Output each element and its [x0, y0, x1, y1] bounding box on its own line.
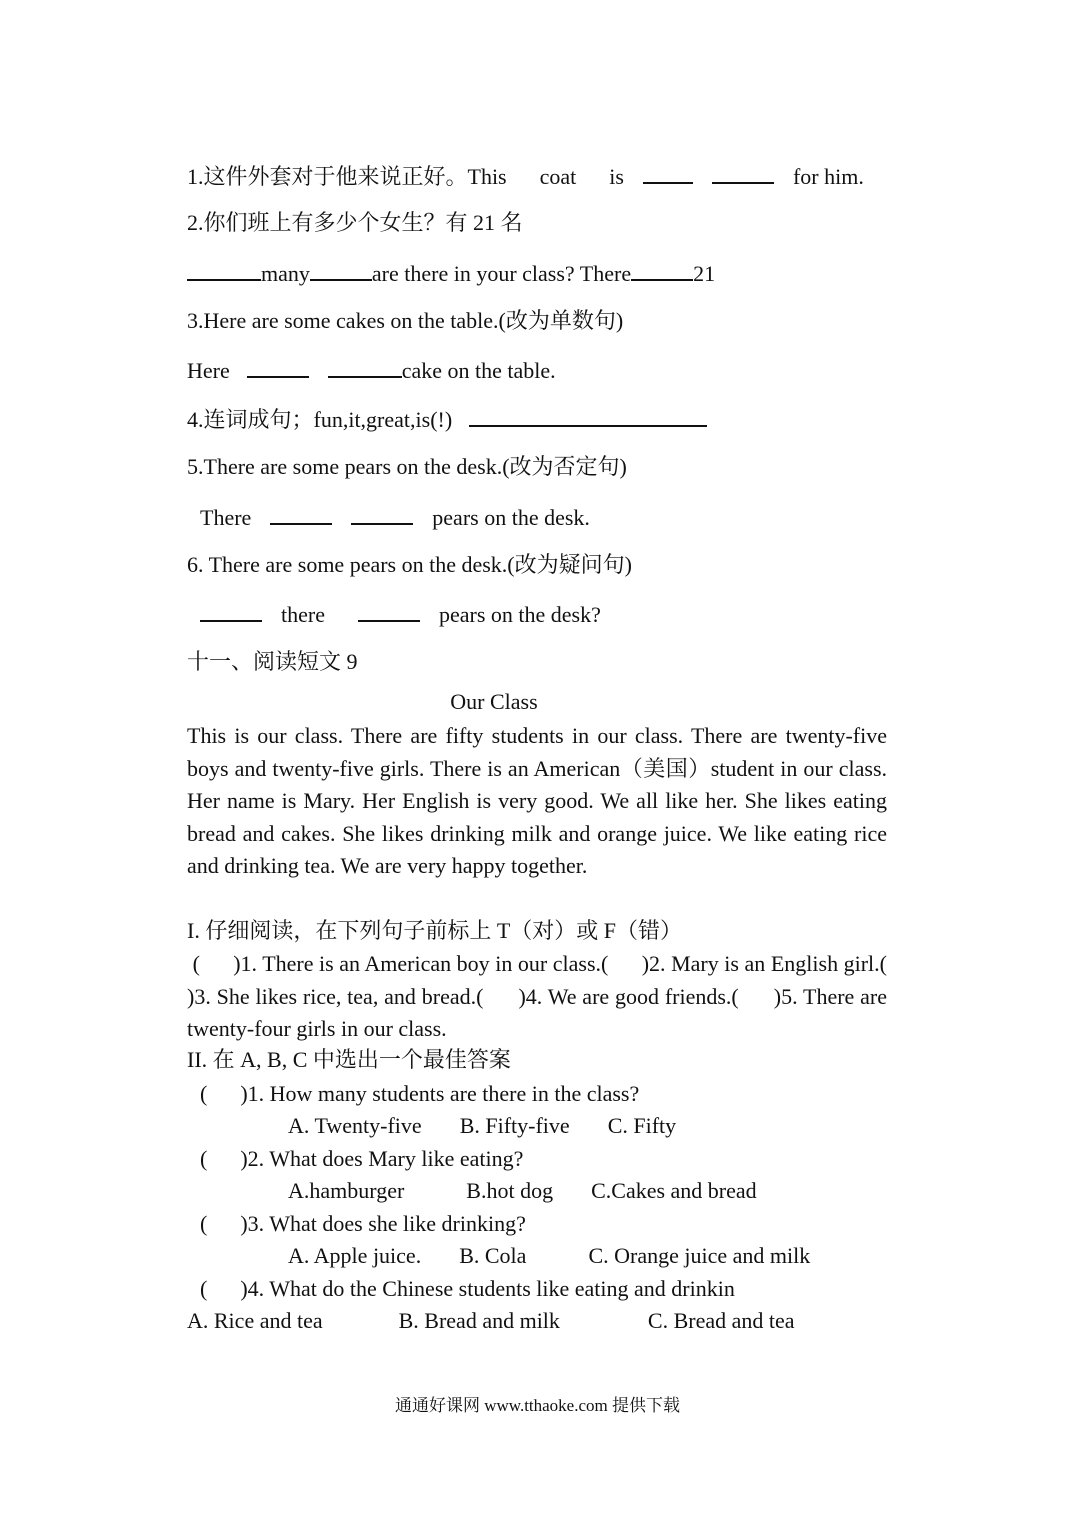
option-c[interactable]: C.Cakes and bread [591, 1178, 757, 1203]
option-b[interactable]: B. Cola [459, 1243, 527, 1268]
answer-blank[interactable] [247, 354, 309, 378]
question-6-answer-line [200, 598, 601, 630]
question-5-part-1: There [200, 505, 252, 530]
mc-options-4 [187, 1306, 795, 1336]
question-5-title: 5.There are some pears on the desk.(改为否定句) [187, 454, 627, 479]
question-1-word-is: is [609, 164, 624, 189]
question-3-part-2: cake on the table. [401, 358, 556, 383]
option-a[interactable]: A. Rice and tea [187, 1308, 323, 1333]
part-1-heading: I. 仔细阅读，在下列句子前标上 T（对）或 F（错） [187, 918, 683, 943]
question-5-answer-line [200, 501, 590, 533]
answer-blank[interactable] [200, 598, 262, 622]
option-a[interactable]: A. Apple juice. [288, 1243, 422, 1268]
question-1-text: 1.这件外套对于他来说正好。This [187, 164, 507, 189]
option-c[interactable]: C. Fifty [607, 1113, 677, 1138]
answer-blank[interactable] [187, 257, 261, 281]
mc-options-3 [288, 1241, 810, 1271]
question-3-part-1: Here [187, 358, 230, 383]
option-b[interactable]: B. Fifty-five [459, 1113, 570, 1138]
mc-question-2: ( )2. What does Mary like eating? [200, 1146, 524, 1171]
part-1-body: ( )1. There is an American boy in our class.( )2. Mary is an English girl.( )3. She likes rice, tea, and bread.( )4. We are good friends.( )5. There are twenty-four girls in our class. [187, 951, 920, 1042]
mc-options-1 [288, 1111, 676, 1141]
question-3-answer-line [187, 354, 556, 386]
question-2-part-1: many [261, 261, 310, 286]
mc-question-1: ( )1. How many students are there in the class? [200, 1081, 640, 1106]
mc-question-4: ( )4. What do the Chinese students like eating and drinkin [200, 1276, 735, 1301]
answer-blank[interactable] [270, 501, 332, 525]
question-6-title: 6. There are some pears on the desk.(改为疑问句) [187, 552, 632, 577]
option-b[interactable]: B.hot dog [466, 1178, 554, 1203]
question-4 [187, 403, 707, 435]
question-2-part-3: 21 [693, 261, 716, 286]
page-footer: 通通好课网 www.tthaoke.com 提供下载 [394, 1396, 681, 1415]
answer-blank[interactable] [328, 354, 402, 378]
section-heading: 十一、阅读短文 9 [187, 649, 358, 674]
question-1 [187, 160, 864, 192]
option-c[interactable]: C. Bread and tea [647, 1308, 795, 1333]
part-2-heading: II. 在 A, B, C 中选出一个最佳答案 [187, 1047, 511, 1072]
mc-options-2 [288, 1176, 757, 1206]
option-c[interactable]: C. Orange juice and milk [588, 1243, 811, 1268]
question-1-word-coat: coat [539, 164, 577, 189]
question-2-part-2: are there in your class? There [371, 261, 632, 286]
question-5-part-2: pears on the desk. [432, 505, 590, 530]
question-6-part-2: pears on the desk? [438, 602, 601, 627]
question-6-part-1: there [281, 602, 325, 627]
option-a[interactable]: A.hamburger [288, 1178, 405, 1203]
answer-blank[interactable] [469, 403, 707, 427]
answer-blank[interactable] [358, 598, 420, 622]
answer-blank[interactable] [643, 160, 693, 184]
answer-blank[interactable] [631, 257, 693, 281]
option-b[interactable]: B. Bread and milk [398, 1308, 560, 1333]
question-1-tail: for him. [792, 164, 864, 189]
question-4-title: 4.连词成句；fun,it,great,is(!) [187, 407, 453, 432]
answer-blank[interactable] [310, 257, 372, 281]
answer-blank[interactable] [351, 501, 413, 525]
option-a[interactable]: A. Twenty-five [288, 1113, 422, 1138]
question-2-answer-line [187, 257, 715, 289]
passage-body: This is our class. There are fifty students in our class. There are twenty-five boys and twenty-five girls. There is an American（美国）student in our class. Her name is Mary. Her English is very good. We all like her. She likes eating bread and cakes. She likes drinking milk and orange juice. We like eating rice and drinking tea. We are very happy together. [187, 723, 887, 879]
answer-blank[interactable] [712, 160, 774, 184]
passage-title: Our Class [450, 689, 538, 714]
question-3-title: 3.Here are some cakes on the table.(改为单数句) [187, 308, 624, 333]
mc-question-3: ( )3. What does she like drinking? [200, 1211, 526, 1236]
question-2-title: 2.你们班上有多少个女生？有 21 名 [187, 210, 523, 235]
